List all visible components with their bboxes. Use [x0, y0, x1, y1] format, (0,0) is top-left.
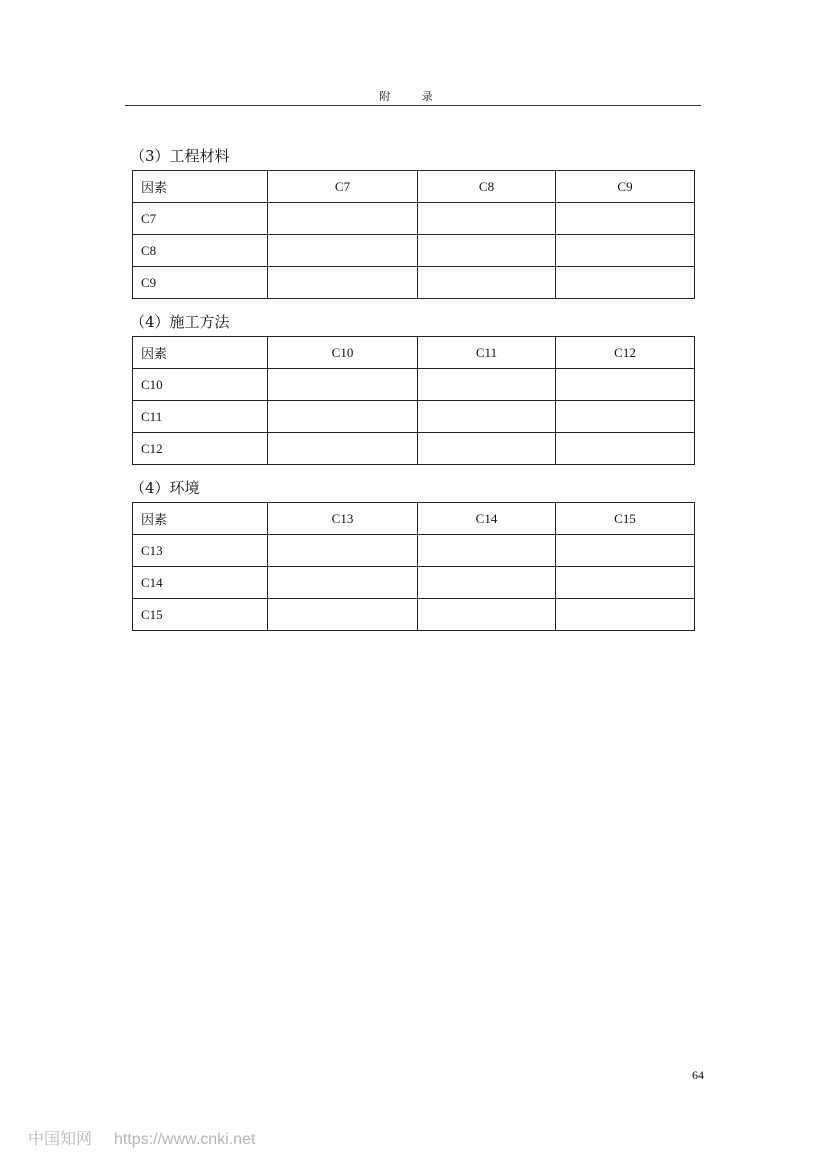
- column-header: C13: [268, 503, 418, 535]
- table-cell: [556, 567, 695, 599]
- table-cell: [418, 203, 556, 235]
- table-header-row: [133, 171, 695, 203]
- row-header: C14: [133, 567, 268, 599]
- row-header: C8: [133, 235, 268, 267]
- corner-cell: 因素: [133, 503, 268, 535]
- table-row: [133, 599, 695, 631]
- table-cell: [268, 567, 418, 599]
- table-cell: [556, 599, 695, 631]
- table-cell: [268, 401, 418, 433]
- table-cell: [268, 599, 418, 631]
- column-header: C10: [268, 337, 418, 369]
- table-cell: [556, 203, 695, 235]
- table-cell: [418, 369, 556, 401]
- table-cell: [268, 433, 418, 465]
- column-header: C11: [418, 337, 556, 369]
- materials-table: [132, 170, 695, 299]
- column-header: C7: [268, 171, 418, 203]
- row-header: C15: [133, 599, 268, 631]
- table-row: [133, 235, 695, 267]
- header-rule: [125, 105, 701, 106]
- table-cell: [418, 535, 556, 567]
- table-cell: [418, 267, 556, 299]
- table-cell: [418, 235, 556, 267]
- table-header-row: [133, 503, 695, 535]
- row-header: C7: [133, 203, 268, 235]
- table-cell: [418, 401, 556, 433]
- table-cell: [556, 401, 695, 433]
- watermark-brand: 中国知网: [28, 1131, 93, 1148]
- row-header: C13: [133, 535, 268, 567]
- table-row: [133, 401, 695, 433]
- table-cell: [268, 267, 418, 299]
- column-header: C15: [556, 503, 695, 535]
- section-title-construction-methods: （4）施工方法: [130, 313, 230, 331]
- corner-cell: 因素: [133, 171, 268, 203]
- table-cell: [556, 433, 695, 465]
- table-row: [133, 203, 695, 235]
- table-cell: [418, 433, 556, 465]
- table-header-row: [133, 337, 695, 369]
- column-header: C14: [418, 503, 556, 535]
- section-title-environment: （4）环境: [130, 479, 200, 497]
- column-header: C9: [556, 171, 695, 203]
- environment-table: [132, 502, 695, 631]
- column-header: C8: [418, 171, 556, 203]
- row-header: C9: [133, 267, 268, 299]
- table-row: [133, 267, 695, 299]
- table-cell: [418, 567, 556, 599]
- column-header: C12: [556, 337, 695, 369]
- table-cell: [268, 535, 418, 567]
- cnki-watermark: [28, 1126, 255, 1149]
- table-row: [133, 369, 695, 401]
- table-row: [133, 567, 695, 599]
- table-cell: [268, 369, 418, 401]
- row-header: C10: [133, 369, 268, 401]
- section-title-materials: （3）工程材料: [130, 147, 230, 165]
- table-row: [133, 535, 695, 567]
- table-row: [133, 433, 695, 465]
- page-number: 64: [692, 1068, 704, 1082]
- table-cell: [556, 369, 695, 401]
- table-cell: [418, 599, 556, 631]
- table-cell: [268, 235, 418, 267]
- corner-cell: 因素: [133, 337, 268, 369]
- row-header: C12: [133, 433, 268, 465]
- construction-methods-table: [132, 336, 695, 465]
- row-header: C11: [133, 401, 268, 433]
- watermark-url: https://www.cnki.net: [114, 1131, 256, 1148]
- table-cell: [268, 203, 418, 235]
- table-cell: [556, 535, 695, 567]
- table-cell: [556, 235, 695, 267]
- table-cell: [556, 267, 695, 299]
- page-header: 附 录: [379, 90, 447, 103]
